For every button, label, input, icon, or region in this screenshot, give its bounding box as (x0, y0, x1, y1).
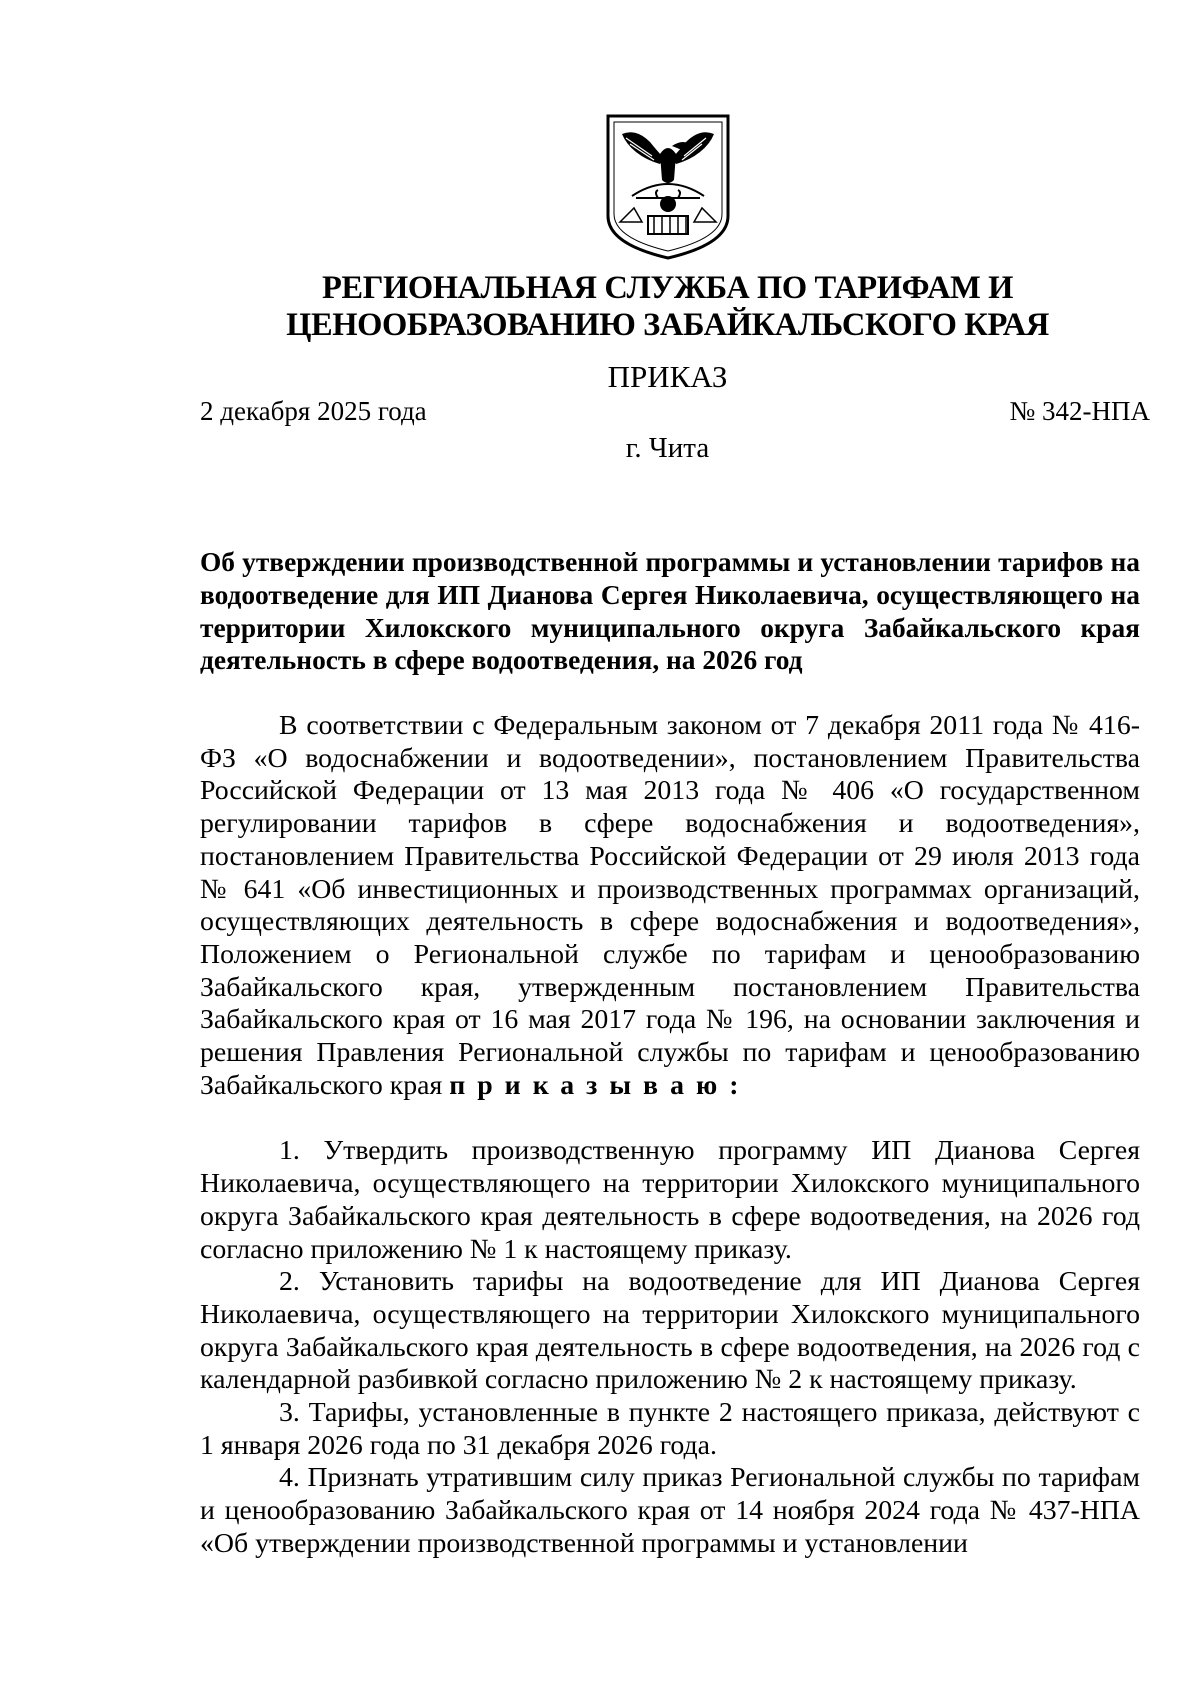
order-item-2: 2. Установить тарифы на водоотведение для ИП Дианова Сергея Николаевича, осуществляющего на территории Хилокского муниципального округа Забайкальского края деятельность в сфере водоотведения, на 2026 год с календарной разбивкой согласно приложению № 2 к настоящему приказу. (200, 1266, 1140, 1396)
order-word: приказываю: (449, 1069, 751, 1101)
document-city: г. Чита (625, 432, 710, 464)
order-item-4: 4. Признать утратившим силу приказ Региональной службы по тарифам и ценообразованию Забайкальского края от 14 ноября 2024 года № 437-НПА «Об утверждении производственной программы и установлении (200, 1462, 1140, 1559)
document-type: ПРИКАЗ (607, 359, 728, 394)
order-item-3: 3. Тарифы, установленные в пункте 2 настоящего приказа, действуют с 1 января 2026 года по 31 декабря 2026 года. (200, 1397, 1140, 1461)
document-number: № 342-НПА (1009, 396, 1150, 426)
organization-name-line2: ЦЕНООБРАЗОВАНИЮ ЗАБАЙКАЛЬСКОГО КРАЯ (286, 307, 1049, 343)
document-body (200, 710, 1140, 1561)
preamble-text: В соответствии с Федеральным законом от 7 декабря 2011 года № 416-ФЗ «О водоснабжении и водоотведении», постановлением Правительства Российской Федерации от 13 мая 2013 года № 406 «О государственном регулировании тарифов в сфере водоснабжения и водоотведения», постановлением Правительства Российской Федерации от 29 июля 2013 года № 641 «Об инвестиционных и производственных программах организаций, осуществляющих деятельность в сфере водоснабжения и водоотведения», Положением о Региональной службе по тарифам и ценообразованию Забайкальского края, утвержденным постановлением Правительства Забайкальского края от 16 мая 2017 года № 196, на основании заключения и решения Правления Региональной службы по тарифам и ценообразованию Забайкальского края (200, 710, 1140, 1101)
order-item-1: 1. Утвердить производственную программу ИП Дианова Сергея Николаевича, осуществляющего на территории Хилокского муниципального округа Забайкальского края деятельность в сфере водоотведения, на 2026 год согласно приложению № 1 к настоящему приказу. (200, 1135, 1140, 1265)
coat-of-arms-emblem (602, 112, 734, 262)
document-title: Об утверждении производственной программы и установлении тарифов на водоотведение для ИП Дианова Сергея Николаевича, осуществляющего на территории Хилокского муниципального округа Забайкальского края деятельность в сфере водоотведения, на 2026 год (200, 547, 1140, 676)
document-date: 2 декабря 2025 года (200, 396, 427, 426)
organization-name-line1: РЕГИОНАЛЬНАЯ СЛУЖБА ПО ТАРИФАМ И (321, 270, 1014, 306)
preamble-paragraph (200, 710, 1140, 1102)
